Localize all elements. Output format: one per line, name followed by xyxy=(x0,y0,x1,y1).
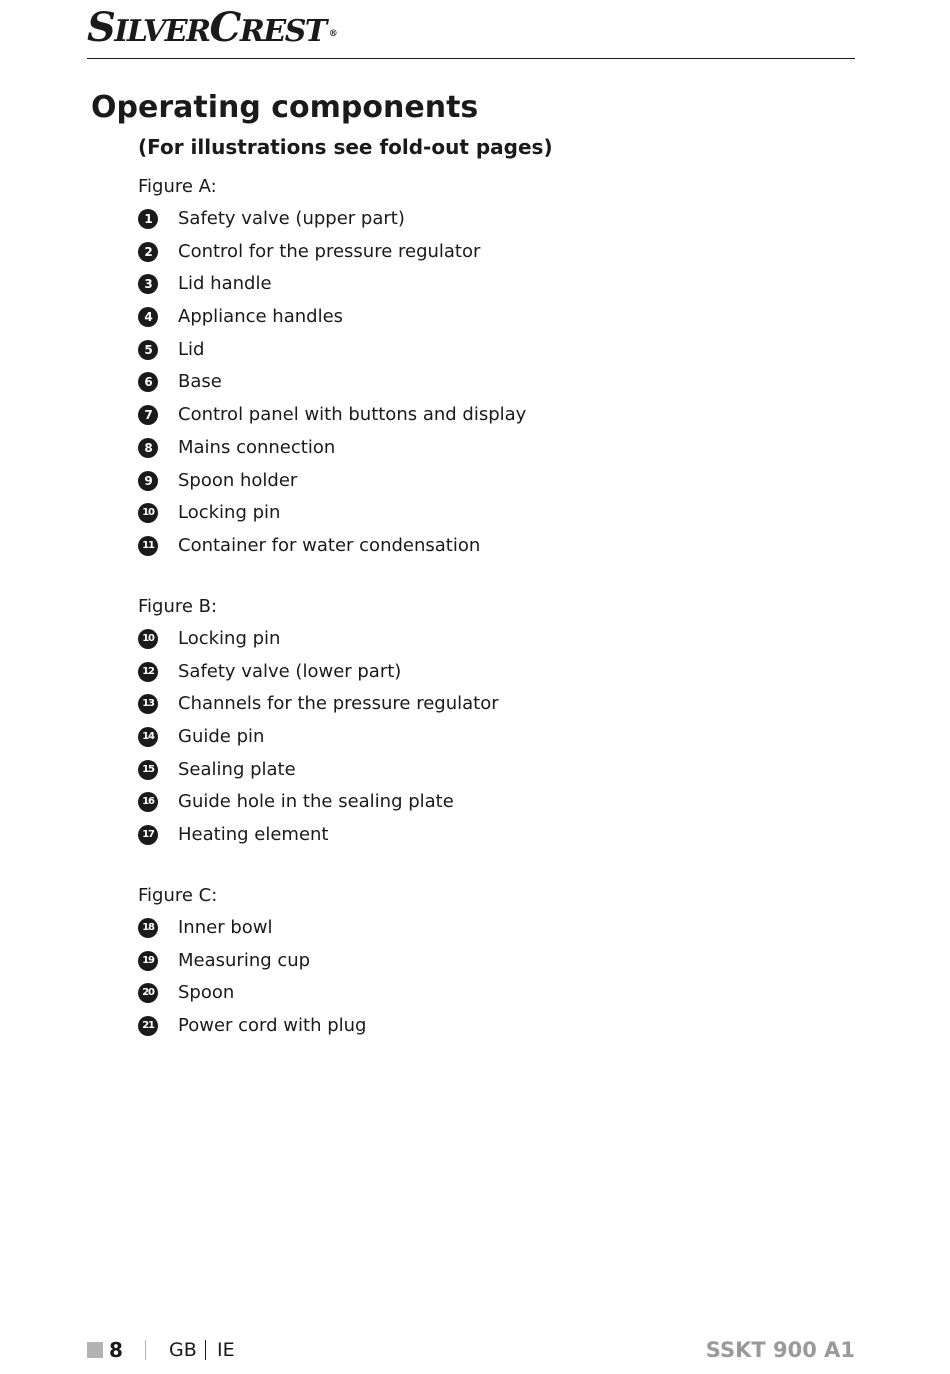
item-number-badge: 17 xyxy=(138,825,158,845)
item-label: Guide pin xyxy=(178,726,265,748)
item-label: Inner bowl xyxy=(178,917,273,938)
item-number-badge: 11 xyxy=(138,536,158,556)
language-code: IE xyxy=(217,1339,235,1361)
item-label: Guide hole in the sealing plate xyxy=(178,791,454,813)
item-label: Base xyxy=(178,371,222,393)
page-footer xyxy=(87,1337,855,1363)
item-number-badge: 12 xyxy=(138,662,158,682)
footer-square-marker xyxy=(87,1342,103,1358)
footer-divider xyxy=(145,1340,146,1360)
list-item xyxy=(138,916,273,949)
list-item xyxy=(138,790,454,823)
figure-c-section xyxy=(138,884,367,1047)
list-item xyxy=(138,534,481,567)
list-item xyxy=(138,469,298,502)
component-list xyxy=(138,916,367,1047)
item-label: Power cord with plug xyxy=(178,1015,367,1037)
language-code: GB xyxy=(169,1339,197,1361)
component-list xyxy=(138,627,499,856)
item-number-badge: 1 xyxy=(138,209,158,229)
item-number-badge: 10 xyxy=(138,503,158,523)
list-item xyxy=(138,981,235,1014)
brand-logo: SILVERCREST ® xyxy=(87,4,338,51)
page-number: 8 xyxy=(109,1338,123,1362)
item-label: Lid handle xyxy=(178,273,272,295)
item-label: Safety valve (upper part) xyxy=(178,208,405,229)
model-number: SSKT 900 A1 xyxy=(705,1338,855,1362)
item-number-badge: 10 xyxy=(138,629,158,649)
list-item xyxy=(138,272,272,305)
figure-label: Figure C: xyxy=(138,885,218,906)
language-divider xyxy=(205,1340,206,1360)
item-label: Sealing plate xyxy=(178,758,296,780)
item-number-badge: 16 xyxy=(138,792,158,812)
item-number-badge: 4 xyxy=(138,307,158,327)
item-number-badge: 5 xyxy=(138,340,158,360)
list-item xyxy=(138,692,499,725)
item-number-badge: 6 xyxy=(138,372,158,392)
list-item xyxy=(138,305,344,338)
figure-label: Figure A: xyxy=(138,176,217,197)
list-item xyxy=(138,627,281,660)
figure-label: Figure B: xyxy=(138,596,218,617)
item-number-badge: 2 xyxy=(138,242,158,262)
item-number-badge: 19 xyxy=(138,951,158,971)
list-item xyxy=(138,240,481,273)
item-number-badge: 14 xyxy=(138,727,158,747)
list-item xyxy=(138,725,265,758)
item-label: Heating element xyxy=(178,824,329,846)
item-number-badge: 20 xyxy=(138,983,158,1003)
item-number-badge: 8 xyxy=(138,438,158,458)
item-label: Lid xyxy=(178,338,205,360)
item-number-badge: 21 xyxy=(138,1016,158,1036)
item-label: Channels for the pressure regulator xyxy=(178,693,499,715)
figure-a-section xyxy=(138,175,527,567)
item-label: Control for the pressure regulator xyxy=(178,240,481,262)
page-title: Operating components xyxy=(91,90,479,125)
item-number-badge: 3 xyxy=(138,274,158,294)
item-number-badge: 15 xyxy=(138,760,158,780)
list-item xyxy=(138,660,402,693)
list-item xyxy=(138,949,311,982)
list-item xyxy=(138,1014,367,1047)
list-item xyxy=(138,758,296,791)
item-label: Locking pin xyxy=(178,628,281,649)
list-item xyxy=(138,207,405,240)
item-label: Spoon holder xyxy=(178,469,298,491)
item-label: Mains connection xyxy=(178,436,336,458)
component-list xyxy=(138,207,527,567)
item-number-badge: 18 xyxy=(138,918,158,938)
list-item xyxy=(138,403,527,436)
list-item xyxy=(138,501,281,534)
header-divider xyxy=(87,58,855,59)
item-number-badge: 7 xyxy=(138,405,158,425)
item-label: Safety valve (lower part) xyxy=(178,660,402,682)
item-label: Measuring cup xyxy=(178,949,311,971)
item-label: Locking pin xyxy=(178,502,281,524)
item-number-badge: 13 xyxy=(138,694,158,714)
list-item xyxy=(138,370,222,403)
item-label: Spoon xyxy=(178,982,235,1004)
page-subtitle: (For illustrations see fold-out pages) xyxy=(138,135,553,159)
item-label: Container for water condensation xyxy=(178,534,481,556)
list-item xyxy=(138,436,336,469)
item-label: Appliance handles xyxy=(178,306,344,328)
list-item xyxy=(138,823,329,856)
item-label: Control panel with buttons and display xyxy=(178,404,527,426)
figure-b-section xyxy=(138,595,499,856)
item-number-badge: 9 xyxy=(138,471,158,491)
list-item xyxy=(138,338,217,371)
